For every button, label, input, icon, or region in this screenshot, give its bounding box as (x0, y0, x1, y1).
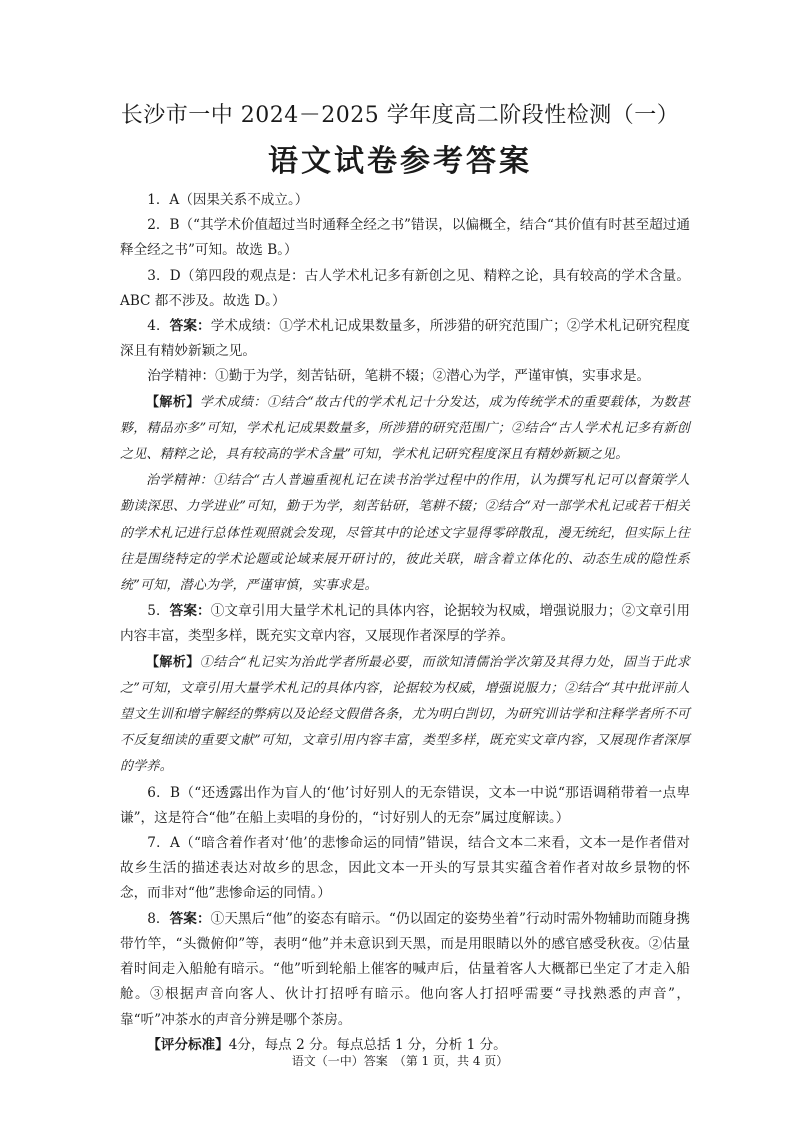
exam-header-title: 长沙市一中 2024－2025 学年度高二阶段性检测（一） (120, 103, 680, 128)
explanation-4-part2: 治学精神：①结合“古人普遍重视札记在读书治学过程中的作用，认为撰写札记可以督策学人勤读深思、力学进业”可知，勤于为学，刻苦钻研，笔耕不辍；②结合“对一部学术札记或若干相关的学术札记进行总体性观照就会发现，尽管其中的论述文字显得零碎散乱，漫无统纪，但实际上往往是围绕特定的学术论题或论域来展开研讨的，彼此关联，暗含着立体化的、动态生成的隐性系统”可知，潜心为学，严谨审慎，实事求是。 (120, 473, 690, 594)
explanation-text: ①结合“札记实为治此学者所最必要，而欲知清儒治学次第及其得力处，固当于此求之”可知，文章引用大量学术札记的具体内容，论据较为权威，增强说服力；②结合“其中批评前人望文生训和增字解经的弊病以及论经文假借各条，尤为明白剀切，为研究训诂学和注释学者所不可不反复细读的重要文献”可知，文章引用内容丰富，类型多样，既充实文章内容，又展现作者深厚的学养。 (120, 654, 690, 775)
answer-item-5 (120, 599, 690, 649)
item-number: 5． (147, 603, 170, 620)
answer-label: 答案： (169, 910, 211, 927)
answer-item-1: 1．A（因果关系不成立。） (147, 192, 309, 208)
answer-item-3: 3．D（第四段的观点是：古人学术札记多有新创之见、精粹之论，具有较高的学术含量。ABC 都不涉及。故选 D。） (120, 267, 690, 309)
answer-label: 答案： (169, 318, 211, 335)
explanation-label: 【解析】 (146, 654, 200, 670)
explanation-label: 【解析】 (146, 394, 200, 410)
explanation-5 (120, 650, 690, 781)
answer-item-2: 2．B（“其学术价值超过当时通释全经之书”错误，以偏概全，结合“其价值有时甚至超过通释全经之书”可知。故选 B。） (120, 217, 690, 259)
answer-text: ①天黑后“他”的姿态有暗示。“仍以固定的姿势坐着”行动时需外物辅助而随身携带竹竿，“头微俯仰”等，表明“他”并未意识到天黑，而是用眼睛以外的感官感受秋夜。②估量着时间走入船舱有暗示。“他”听到轮船上催客的喊声后，估量着客人大概都已坐定了才走入船舱。③根据声音向客人、伙计打招呼有暗示。他向客人打招呼需要“寻找熟悉的声音”，靠“听”冲茶水的声音分辨是哪个茶房。 (120, 910, 691, 1028)
answers-body (120, 188, 690, 1058)
answer-item-8 (120, 907, 690, 1033)
answer-text: ①文章引用大量学术札记的具体内容，论据较为权威，增强说服力；②文章引用内容丰富，类型多样，既充实文章内容，又展现作者深厚的学养。 (120, 603, 691, 645)
scoring-label: 【评分标准】 (147, 1036, 229, 1053)
item-number: 4． (147, 318, 170, 335)
answer-item-4 (120, 314, 690, 364)
item-number: 8． (147, 910, 170, 927)
explanation-4-part1 (120, 390, 690, 469)
answer-item-7: 7．A（“暗含着作者对‘他’的悲惨命运的同情”错误，结合文本二来看，文本一是作者借对故乡生活的描述表达对故乡的思念，因此文本一开头的写景其实蕴含着作者对故乡景物的怀念，而非对“他”悲惨命运的同情。） (120, 835, 690, 902)
explanation-text: 学术成绩：①结合“故古代的学术札记十分发达，成为传统学术的重要载体，为数甚夥，精品亦多”可知，学术札记成果数量多，所涉猎的研究范围广；②结合“古人学术札记多有新创之见、精粹之论，具有较高的学术含量”可知，学术札记研究程度深且有精妙新颖之见。 (120, 394, 690, 463)
page-title: 语文试卷参考答案 (268, 144, 532, 179)
page-footer: 语文（一中）答案 （第 1 页，共 4 页） (291, 1054, 509, 1068)
answer-text: 学术成绩：①学术札记成果数量多，所涉猎的研究范围广；②学术札记研究程度深且有精妙新颖之见。 (120, 318, 691, 360)
answer-label: 答案： (169, 603, 211, 620)
scoring-text: 4分，每点 2 分。每点总括 1 分，分析 1 分。 (228, 1036, 507, 1053)
answer-item-4-line2: 治学精神：①勤于为学，刻苦钻研，笔耕不辍；②潜心为学，严谨审慎，实事求是。 (147, 368, 651, 385)
answer-item-6: 6．B（“还透露出作为盲人的‘他’讨好别人的无奈错误，文本一中说“那语调稍带着一点卑谦”，这是符合“他”在船上卖唱的身份的，“讨好别人的无奈”属过度解读。） (120, 784, 690, 826)
